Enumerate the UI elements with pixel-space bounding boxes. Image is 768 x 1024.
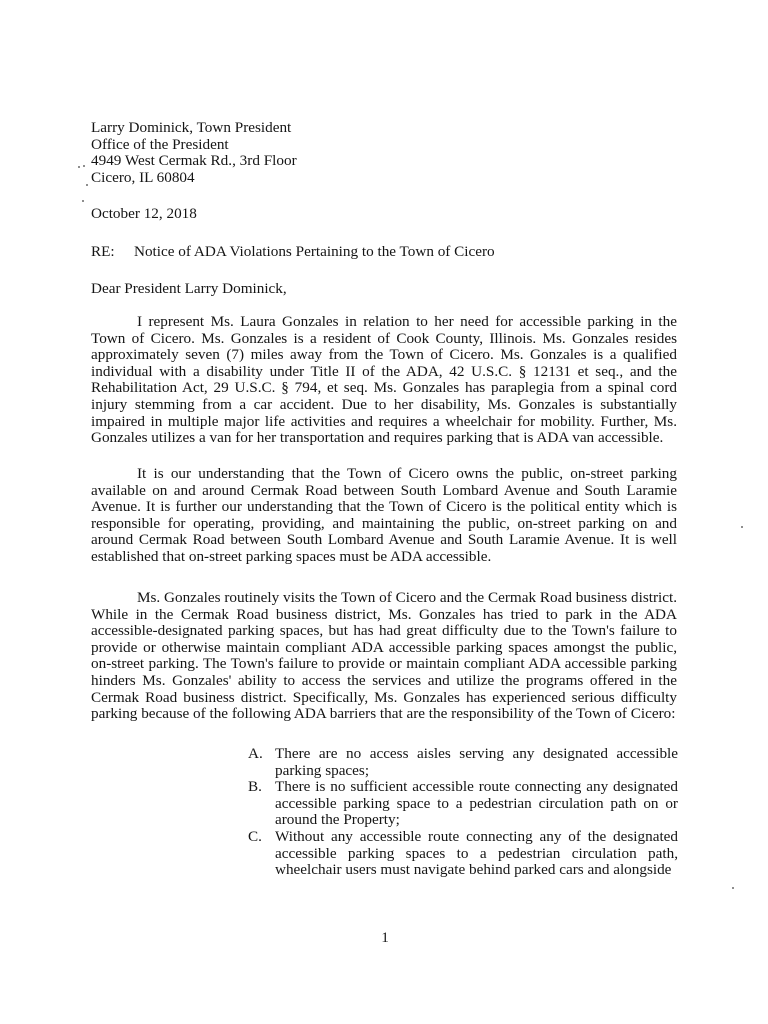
scan-speck [83,165,85,167]
salutation: Dear President Larry Dominick, [91,280,287,297]
re-label: RE: [91,243,115,260]
paragraph-text: It is our understanding that the Town of Cicero owns the public, on-street parking available on and around Cermak Road between South Lombard Avenue and South Laramie Avenue. It is further our understanding that the Town of Cicero is the political entity which is responsible for operating, providing, and maintaining the public, on-street parking on and around Cermak Road between South Lombard Avenue and South Laramie Avenue. It is well established that on-street parking spaces must be ADA accessible. [91,465,677,565]
scan-speck [86,184,88,186]
list-marker: A. [248,745,263,762]
page-number: 1 [381,929,389,946]
list-item [248,779,678,829]
list-item [248,829,678,879]
scan-speck [741,526,743,528]
paragraph-text: Ms. Gonzales routinely visits the Town of Cicero and the Cermak Road business district. While in the Cermak Road business district, Ms. Gonzales has tried to park in the ADA accessible-designated parking spaces, but has had great difficulty due to the Town's failure to provide or otherwise maintain compliant ADA accessible parking spaces amongst the public, on-street parking. The Town's failure to provide or maintain compliant ADA accessible parking hinders Ms. Gonzales' ability to access the services and utilize the programs offered in the Cermak Road business district. Specifically, Ms. Gonzales has experienced serious difficulty parking because of the following ADA barriers that are the responsibility of the Town of Cicero: [91,589,677,723]
body-paragraph [91,314,677,447]
body-paragraph [91,590,677,723]
re-line [91,244,495,261]
scan-speck [732,887,734,889]
re-subject: Notice of ADA Violations Pertaining to the Town of Cicero [134,243,495,260]
letter-date: October 12, 2018 [91,205,197,222]
recipient-city-state-zip: Cicero, IL 60804 [91,168,195,186]
barrier-list [248,746,678,879]
paragraph-text: I represent Ms. Laura Gonzales in relation to her need for accessible parking in the Town of Cicero. Ms. Gonzales is a resident of Cook County, Illinois. Ms. Gonzales resides approximately seven (7) miles away from the Town of Cicero. Ms. Gonzales is a qualified individual with a disability under Title II of the ADA, 42 U.S.C. § 12131 et seq., and the Rehabilitation Act, 29 U.S.C. § 794, et seq. Ms. Gonzales has paraplegia from a spinal cord injury stemming from a car accident. Due to her disability, Ms. Gonzales is substantially impaired in multiple major life activities and requires a wheelchair for mobility. Further, Ms. Gonzales utilizes a van for her transportation and requires parking that is ADA van accessible. [91,313,677,447]
recipient-name-title: Larry Dominick, Town President [91,119,292,136]
recipient-street: 4949 West Cermak Rd., 3rd Floor [91,152,297,170]
list-item-text: There is no sufficient accessible route connecting any designated accessible parking space to a pedestrian circulation path on or around the Property; [275,778,678,829]
list-item-text: Without any accessible route connecting any of the designated accessible parking spaces to a pedestrian circulation path, wheelchair users must navigate behind parked cars and alongside [275,827,678,879]
recipient-office: Office of the President [91,135,229,153]
scan-speck [82,200,84,202]
recipient-address-block [91,120,491,186]
list-item-text: There are no access aisles serving any designated accessible parking spaces; [275,745,678,779]
body-paragraph [91,466,677,566]
list-item [248,746,678,779]
list-marker: B. [248,778,262,796]
list-marker: C. [248,827,262,845]
scan-speck [78,166,80,168]
